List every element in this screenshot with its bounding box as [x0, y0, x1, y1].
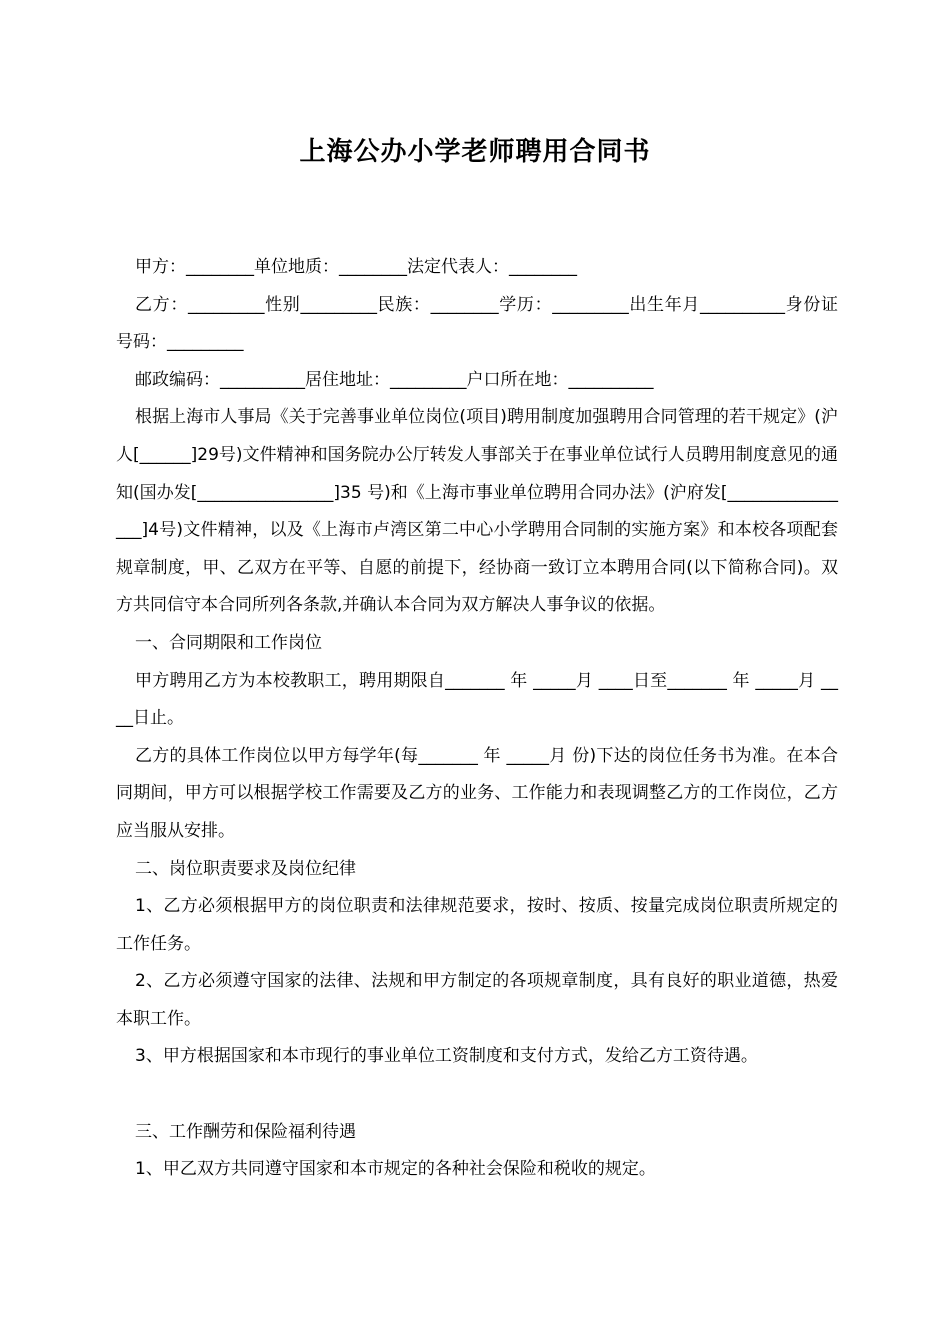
document-body: [116, 249, 838, 1189]
party-a-line: 甲方：________单位地质：________法定代表人：________: [135, 257, 577, 277]
benefit-item-1: 1、甲乙双方共同遵守国家和本市规定的各种社会保险和税收的规定。: [135, 1159, 656, 1180]
section-heading-3: 三、工作酬劳和保险福利待遇: [135, 1121, 356, 1142]
section-heading-1: 一、合同期限和工作岗位: [135, 632, 322, 653]
blank-line: [116, 1076, 838, 1114]
document-title: 上海公办小学老师聘用合同书: [299, 137, 651, 167]
party-b-line: 乙方：_________性别_________民族：________学历：_________出生年月__________身份证号码：_________: [116, 294, 838, 353]
duty-item-1: 1、乙方必须根据甲方的岗位职责和法律规范要求，按时、按质、按量完成岗位职责所规定的工作任务。: [116, 896, 838, 954]
contract-term-paragraph: 甲方聘用乙方为本校教职工，聘用期限自_______ 年 _____月 ____日至_______ 年 _____月 ____日止。: [116, 670, 838, 729]
work-position-paragraph: 乙方的具体工作岗位以甲方每学年(每_______ 年 _____月 份)下达的岗位任务书为准。在本合同期间，甲方可以根据学校工作需要及乙方的业务、工作能力和表现调整乙方的工作岗位，乙方应当服从安排。: [116, 745, 838, 841]
address-line: 邮政编码：__________居住地址：_________户口所在地：__________: [135, 369, 654, 390]
section-heading-2: 二、岗位职责要求及岗位纪律: [135, 858, 356, 879]
duty-item-3: 3、甲方根据国家和本市现行的事业单位工资制度和支付方式，发给乙方工资待遇。: [135, 1046, 758, 1067]
duty-item-2: 2、乙方必须遵守国家的法律、法规和甲方制定的各项规章制度，具有良好的职业道德，热爱本职工作。: [116, 971, 838, 1029]
preamble-paragraph: 根据上海市人事局《关于完善事业单位岗位(项目)聘用制度加强聘用合同管理的若干规定》(沪人[______]29号)文件精神和国务院办公厅转发人事部关于在事业单位试行人员聘用制度意见的通知(国办发[________________]35 号)和《上海市事业单位聘用合同办法》(沪府发[________________]4号)文件精神，以及《上海市卢湾区第二中心小学聘用合同制的实施方案》和本校各项配套规章制度，甲、乙双方在平等、自愿的前提下，经协商一致订立本聘用合同(以下简称合同)。双方共同信守本合同所列各条款,并确认本合同为双方解决人事争议的依据。: [116, 407, 838, 616]
